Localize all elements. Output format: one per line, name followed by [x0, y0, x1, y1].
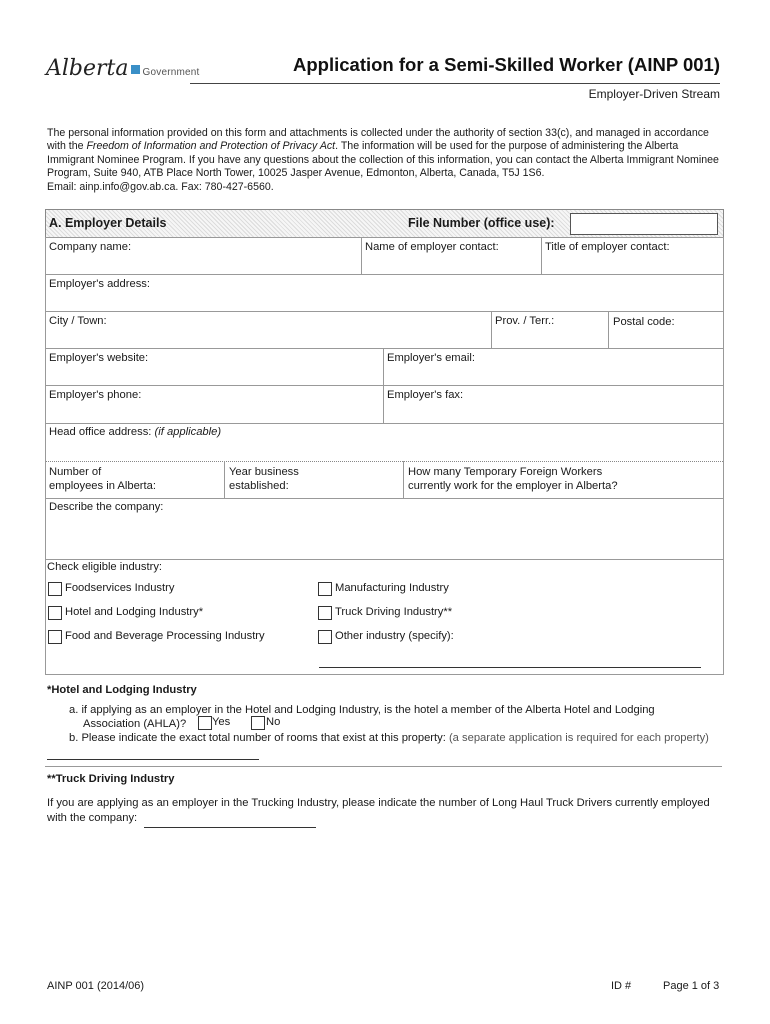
- phone-label: Employer's phone:: [49, 389, 142, 401]
- contact-title-label: Title of employer contact:: [545, 241, 670, 253]
- employer-address-label: Employer's address:: [49, 278, 150, 290]
- file-number-field[interactable]: [570, 213, 718, 235]
- logo-government: Government: [142, 67, 200, 78]
- form-title: Application for a Semi-Skilled Worker (AINP 001): [293, 54, 720, 75]
- section-divider: [45, 766, 722, 767]
- city-label: City / Town:: [49, 315, 107, 327]
- ahla-yes-label: Yes: [212, 716, 231, 728]
- truck-driving-label: Truck Driving Industry**: [335, 606, 453, 618]
- postal-code-label: Postal code:: [613, 316, 675, 328]
- tfw-line1: How many Temporary Foreign Workers: [408, 466, 603, 478]
- website-label: Employer's website:: [49, 352, 149, 364]
- num-employees-line2: employees in Alberta:: [49, 480, 156, 492]
- rooms-note: (a separate application is required for each property): [448, 732, 709, 744]
- province-label: Prov. / Terr.:: [495, 315, 555, 327]
- other-industry-label: Other industry (specify):: [335, 630, 454, 642]
- ahla-yes-checkbox[interactable]: [198, 716, 212, 730]
- truck-driving-checkbox[interactable]: [318, 606, 332, 620]
- logo-script: Alberta: [46, 56, 129, 81]
- logo-square-icon: [131, 65, 140, 74]
- title-divider: [190, 83, 720, 84]
- fax-label: Employer's fax:: [387, 389, 464, 401]
- section-a-title: A. Employer Details: [49, 216, 167, 230]
- other-industry-checkbox[interactable]: [318, 630, 332, 644]
- foodservices-label: Foodservices Industry: [65, 582, 175, 594]
- intro-act-name: Freedom of Information and Protection of Privacy Act: [86, 140, 336, 153]
- id-label: ID #: [611, 980, 632, 992]
- food-beverage-label: Food and Beverage Processing Industry: [65, 630, 265, 642]
- intro-contact: Email: ainp.info@gov.ab.ca. Fax: 780-427-6560.: [47, 180, 274, 193]
- page-number: Page 1 of 3: [663, 980, 720, 992]
- company-name-label: Company name:: [49, 241, 132, 253]
- num-employees-line1: Number of: [49, 466, 102, 478]
- hotel-ahla-label: Association (AHLA)?: [83, 718, 187, 730]
- rooms-question: b. Please indicate the exact total number of rooms that exist at this property:: [69, 732, 449, 744]
- truck-question-line1: If you are applying as an employer in the Trucking Industry, please indicate the number of Long Haul Truck Drivers currently employed: [47, 797, 710, 809]
- truck-section-heading: **Truck Driving Industry: [47, 773, 175, 785]
- year-line2: established:: [229, 480, 289, 492]
- tfw-line2: currently work for the employer in Alberta?: [408, 480, 618, 492]
- intro-text-2: . The information will be used for the purpose of administering the Alberta Immigrant Nominee Program. If you have any questions about the collection of this information, you can contact the Alberta Immigrant Nominee Program, Suite 940, ATB Place North Tower, 10025 Jasper Avenue, Edmonton, Alberta, Canada, T5J 1S6.: [47, 140, 719, 180]
- form-subtitle: Employer-Driven Stream: [588, 87, 720, 101]
- employer-contact-label: Name of employer contact:: [365, 241, 499, 253]
- head-office-text: Head office address:: [49, 426, 155, 438]
- email-label: Employer's email:: [387, 352, 475, 364]
- tfw-count-label: [408, 465, 618, 493]
- manufacturing-checkbox[interactable]: [318, 582, 332, 596]
- other-industry-specify-line[interactable]: [319, 667, 701, 668]
- head-office-note: (if applicable): [154, 426, 222, 438]
- describe-company-label: Describe the company:: [49, 501, 164, 513]
- food-beverage-checkbox[interactable]: [48, 630, 62, 644]
- year-established-label: [229, 465, 299, 493]
- truck-drivers-count-line[interactable]: [144, 827, 316, 828]
- hotel-question-a: a. if applying as an employer in the Hotel and Lodging Industry, is the hotel a member of the Alberta Hotel and Lodging: [69, 704, 655, 716]
- year-line1: Year business: [229, 466, 299, 478]
- rooms-count-line[interactable]: [47, 759, 259, 760]
- ahla-no-label: No: [266, 716, 281, 728]
- privacy-statement: [47, 127, 727, 194]
- hotel-lodging-label: Hotel and Lodging Industry*: [65, 606, 204, 618]
- hotel-question-b: [69, 732, 709, 744]
- truck-question-line2: with the company:: [47, 812, 138, 824]
- check-industry-label: Check eligible industry:: [47, 561, 163, 573]
- ahla-no-checkbox[interactable]: [251, 716, 265, 730]
- head-office-label: [49, 426, 221, 438]
- alberta-government-logo: [46, 56, 200, 86]
- form-id: AINP 001 (2014/06): [47, 980, 145, 992]
- foodservices-checkbox[interactable]: [48, 582, 62, 596]
- hotel-lodging-checkbox[interactable]: [48, 606, 62, 620]
- num-employees-label: [49, 465, 156, 493]
- intro-text-1: The personal information provided on this form and attachments is collected under the authority of section 33(c), and managed in accordance with the: [47, 127, 709, 153]
- file-number-label: File Number (office use):: [408, 216, 555, 230]
- manufacturing-label: Manufacturing Industry: [335, 582, 449, 594]
- hotel-section-heading: *Hotel and Lodging Industry: [47, 684, 197, 696]
